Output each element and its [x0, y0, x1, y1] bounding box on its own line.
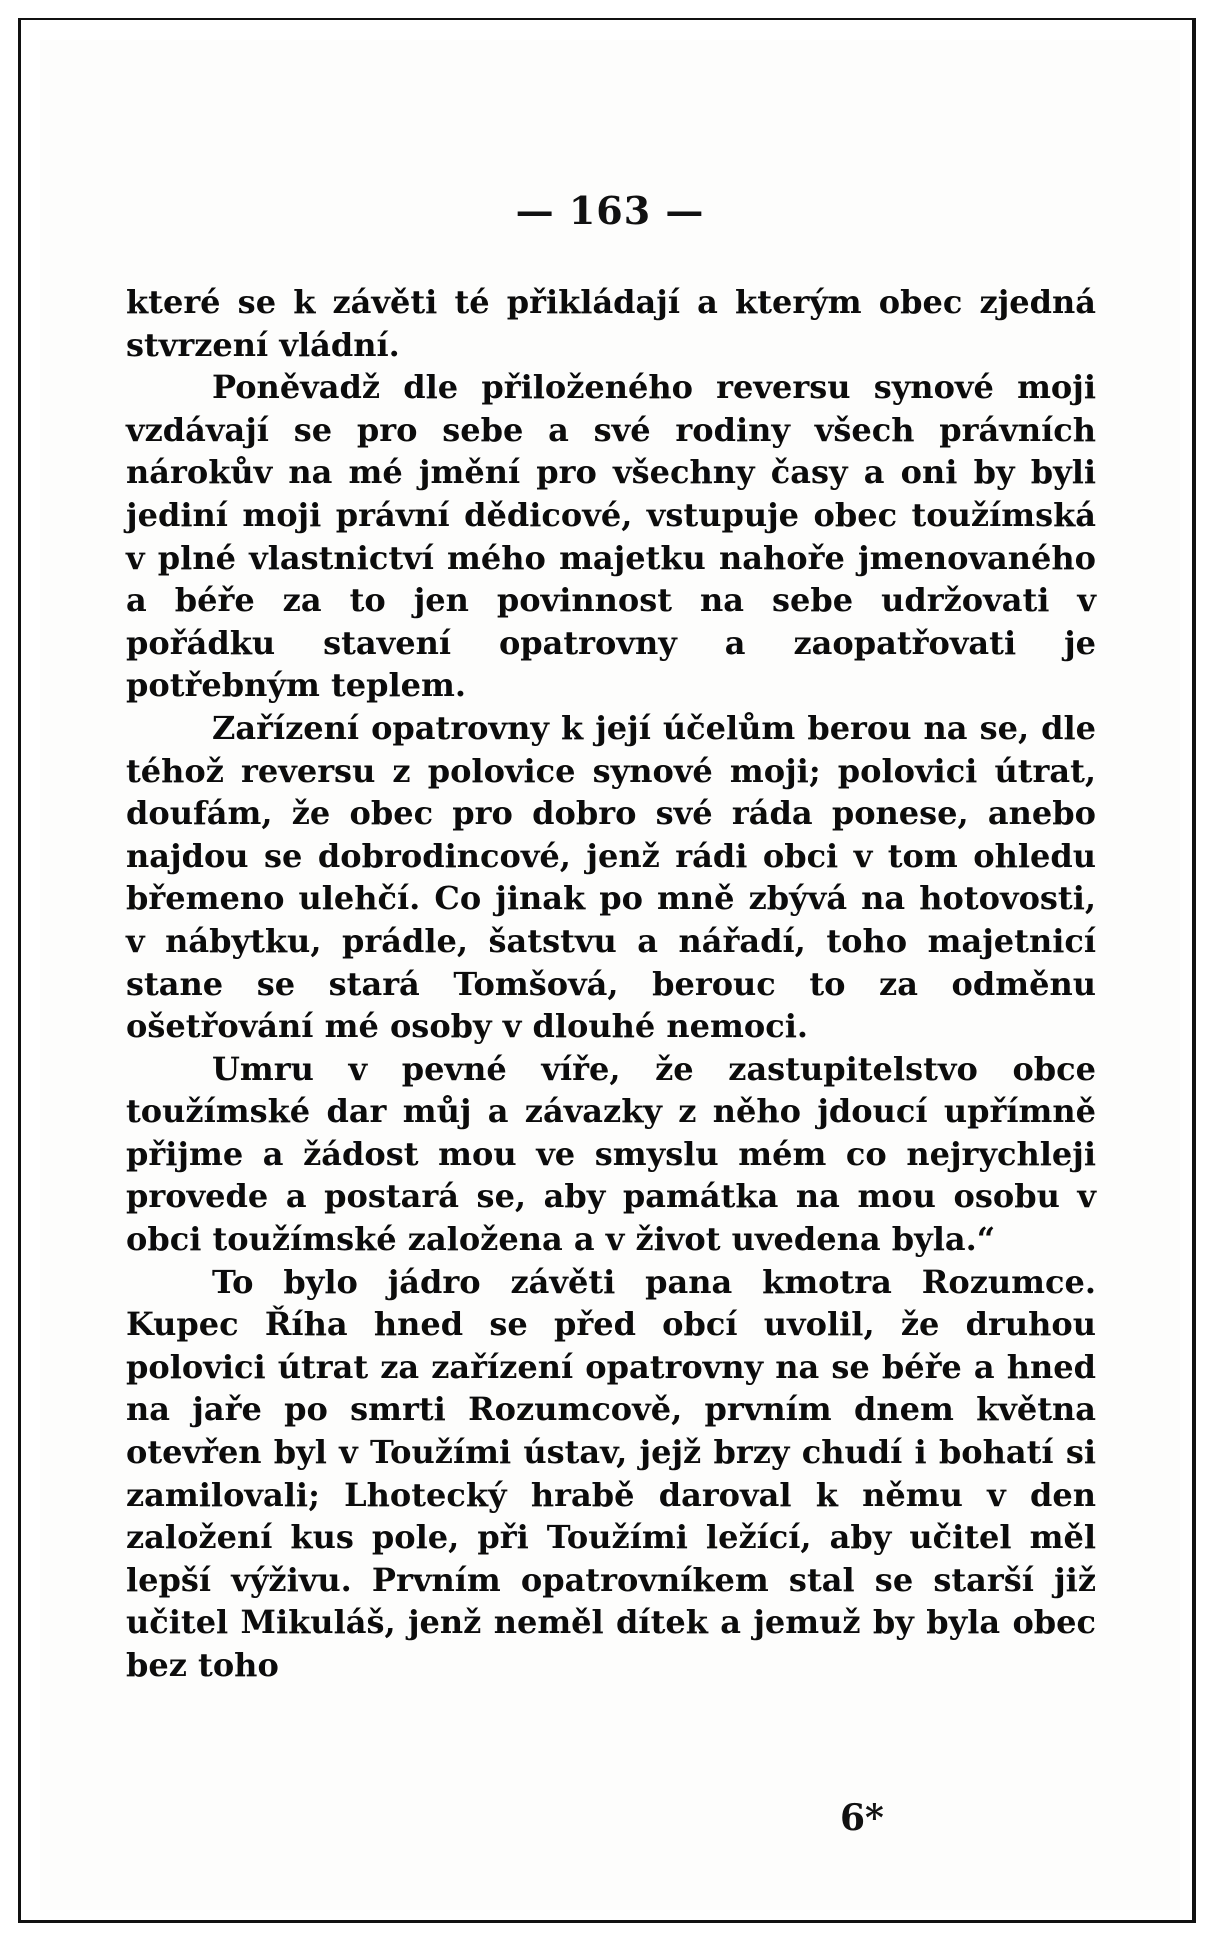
- paragraph-5: To bylo jádro závěti pana kmotra Rozumce. Kupec Říha hned se před obcí uvolil, že druhou polovici útrat za zařízení opatrovny na se béře a hned na jaře po smrti Rozumcově, prvním dnem května otevřen byl v Toužími ústav, jejž brzy chudí i bohatí si zamilovali; Lhotecký hrabě daroval k němu v den založení kus pole, při Toužími ležící, aby učitel měl lepší výživu. Prvním opatrovníkem stal se starší již učitel Mikuláš, jenž neměl dítek a jemuž by byla obec bez toho: [126, 1262, 1096, 1684]
- book-page: [40, 40, 1180, 1910]
- body-text: [126, 281, 1096, 1687]
- paragraph-3: Zařízení opatrovny k její účelům berou na se, dle téhož reversu z polovice synové moji; polovici útrat, doufám, že obec pro dobro své ráda ponese, anebo najdou se dobrodincové, jenž rádi obci v tom ohledu břemeno ulehčí. Co jinak po mně zbývá na hotovosti, v nábytku, prádle, šatstvu a nářadí, toho majetnicí stane se stará Tomšová, berouc to za odměnu ošetřování mé osoby v dlouhé nemoci.: [126, 708, 1096, 1046]
- paragraph-2: Poněvadž dle přiloženého reversu synové moji vzdávají se pro sebe a své rodiny všech právních nárokův na mé jmění pro všechny časy a oni by byli jediní moji právní dědicové, vstupuje obec toužímská v plné vlastnictví mého majetku nahoře jmenovaného a béře za to jen povinnost na sebe udržovati v pořádku stavení opatrovny a zaopatřovati je potřebným teplem.: [126, 368, 1096, 705]
- paragraph-4: Umru v pevné víře, že zastupitelstvo obce toužímské dar můj a závazky z něho jdoucí upřímně přijme a žádost mou ve smyslu mém co nejrychleji provede a postará se, aby památka na mou osobu v obci toužímské založena a v život uvedena byla.“: [126, 1049, 1096, 1259]
- paragraph-1: které se k závěti té přikládají a kterým obec zjedná stvrzení vládní.: [126, 283, 1096, 364]
- signature-mark: 6*: [840, 1797, 884, 1839]
- page-number: — 163 —: [515, 188, 705, 233]
